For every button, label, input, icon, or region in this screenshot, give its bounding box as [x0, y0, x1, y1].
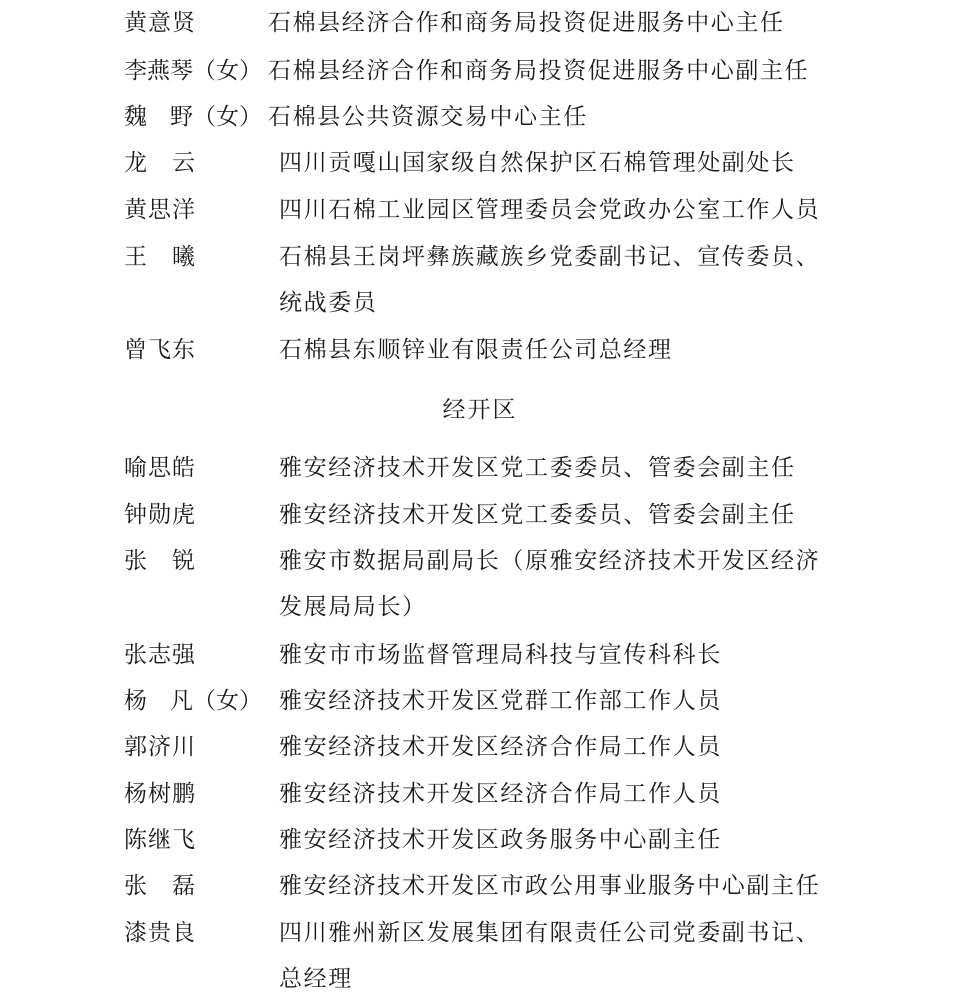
person-title: 四川石棉工业园区管理委员会党政办公室工作人员 [279, 197, 821, 223]
list-item-continuation [0, 959, 960, 999]
list-item [0, 681, 960, 721]
list-item [0, 820, 960, 860]
list-item [0, 51, 960, 91]
person-name: 陈继飞 [124, 827, 196, 853]
person-title: 石棉县王岗坪彝族藏族乡党委副书记、宣传委员、 [279, 244, 821, 270]
person-title-continued: 总经理 [279, 966, 353, 992]
person-name: 喻思皓 [124, 455, 196, 481]
list-item [0, 3, 960, 43]
list-item [0, 495, 960, 535]
list-item [0, 190, 960, 230]
person-title: 四川雅州新区发展集团有限责任公司党委副书记、 [279, 920, 821, 946]
person-title: 雅安经济技术开发区党工委委员、管委会副主任 [279, 502, 796, 528]
person-name: 黄思洋 [124, 197, 196, 223]
person-title-continued: 统战委员 [279, 290, 378, 316]
person-name: 漆贵良 [124, 920, 196, 946]
person-title: 雅安经济技术开发区党工委委员、管委会副主任 [279, 455, 796, 481]
list-item-continuation [0, 283, 960, 323]
person-name: 郭济川 [124, 734, 196, 760]
list-item [0, 635, 960, 675]
person-name: 杨 凡（女） [124, 688, 262, 714]
person-title: 雅安经济技术开发区经济合作局工作人员 [279, 734, 722, 760]
list-item [0, 237, 960, 277]
person-name: 李燕琴（女） [124, 58, 262, 84]
person-name: 魏 野（女） [124, 104, 262, 130]
list-item-continuation [0, 587, 960, 627]
person-title: 雅安经济技术开发区市政公用事业服务中心副主任 [279, 873, 821, 899]
list-item [0, 541, 960, 581]
list-item [0, 330, 960, 370]
person-title: 雅安经济技术开发区党群工作部工作人员 [279, 688, 722, 714]
person-name: 钟勋虎 [124, 502, 196, 528]
person-title: 石棉县公共资源交易中心主任 [268, 104, 588, 130]
list-item [0, 727, 960, 767]
list-item [0, 143, 960, 183]
person-title: 石棉县东顺锌业有限责任公司总经理 [279, 337, 673, 363]
person-title: 石棉县经济合作和商务局投资促进服务中心主任 [268, 10, 785, 36]
list-item [0, 97, 960, 137]
person-name: 张志强 [124, 642, 196, 668]
person-name: 王 曦 [124, 244, 196, 270]
person-title: 石棉县经济合作和商务局投资促进服务中心副主任 [268, 58, 810, 84]
person-title: 雅安经济技术开发区经济合作局工作人员 [279, 781, 722, 807]
person-title-continued: 发展局局长） [279, 594, 427, 620]
list-item [0, 913, 960, 953]
person-name: 曾飞东 [124, 337, 196, 363]
person-title: 四川贡嘎山国家级自然保护区石棉管理处副处长 [279, 150, 796, 176]
person-name: 张 磊 [124, 873, 196, 899]
person-name: 龙 云 [124, 150, 196, 176]
person-title: 雅安市数据局副局长（原雅安经济技术开发区经济 [279, 548, 821, 574]
list-item [0, 774, 960, 814]
list-item [0, 866, 960, 906]
person-title: 雅安市市场监督管理局科技与宣传科科长 [279, 642, 722, 668]
person-name: 黄意贤 [124, 10, 196, 36]
person-name: 杨树鹏 [124, 781, 196, 807]
section-heading: 经开区 [442, 397, 518, 423]
person-name: 张 锐 [124, 548, 196, 574]
list-item [0, 448, 960, 488]
person-title: 雅安经济技术开发区政务服务中心副主任 [279, 827, 722, 853]
